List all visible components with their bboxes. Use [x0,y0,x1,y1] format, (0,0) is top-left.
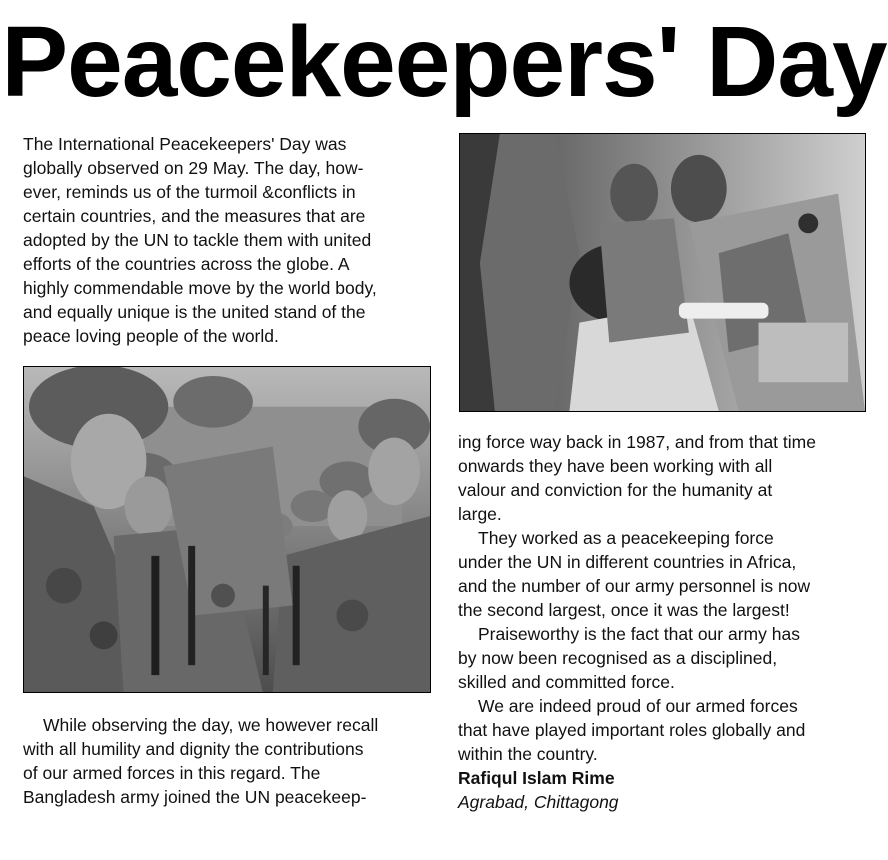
signature-place: Agrabad, Chittagong [458,792,619,812]
text-line: They worked as a peacekeeping force [478,528,774,548]
text-line: by now been recognised as a disciplined, [458,648,778,668]
text-line: ing force way back in 1987, and from that time [458,432,816,452]
headline: Peacekeepers' Day [1,6,887,118]
text-line: ever, reminds us of the turmoil &conflicts in [23,182,356,202]
text-line: adopted by the UN to tackle them with united [23,230,372,250]
text-line: Bangladesh army joined the UN peacekeep- [23,787,367,807]
text-line: of our armed forces in this regard. The [23,763,321,783]
text-line: with all humility and dignity the contributions [23,739,364,759]
text-line: Praiseworthy is the fact that our army has [478,624,800,644]
text-line: highly commendable move by the world body, [23,278,377,298]
text-line: certain countries, and the measures that are [23,206,366,226]
lower-left-paragraph [23,713,443,809]
text-line: peace loving people of the world. [23,326,279,346]
photo-soldiers [23,366,431,693]
text-line: within the country. [458,744,598,764]
text-line: valour and conviction for the humanity at [458,480,773,500]
text-line: globally observed on 29 May. The day, how- [23,158,364,178]
text-line: The International Peacekeepers' Day was [23,134,347,154]
signature-name: Rafiqul Islam Rime [458,768,615,788]
intro-paragraph [23,132,443,348]
text-line: under the UN in different countries in Africa, [458,552,797,572]
text-line: the second largest, once it was the largest! [458,600,790,620]
text-line: onwards they have been working with all [458,456,773,476]
photo-medical-aid [459,133,866,412]
text-line: We are indeed proud of our armed forces [478,696,798,716]
right-column [458,430,878,814]
text-line: efforts of the countries across the globe. A [23,254,350,274]
text-line: large. [458,504,502,524]
text-line: While observing the day, we however recall [43,715,379,735]
text-line: skilled and committed force. [458,672,675,692]
text-line: and equally unique is the united stand of the [23,302,366,322]
text-line: and the number of our army personnel is now [458,576,811,596]
text-line: that have played important roles globally and [458,720,806,740]
